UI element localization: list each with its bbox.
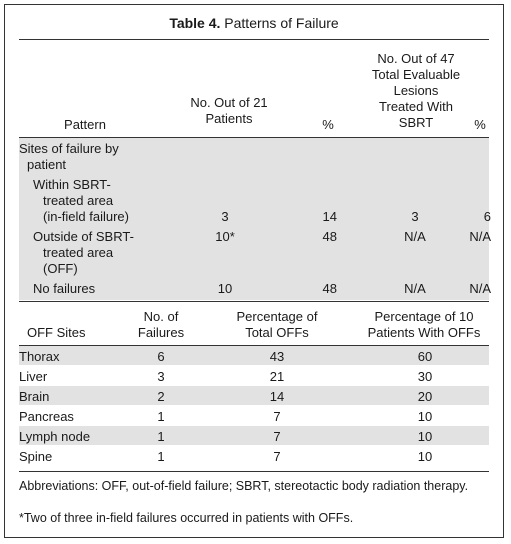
- footnote-abbreviations: Abbreviations: OFF, out-of-field failure; SBRT, stereotactic body radiation therapy.: [19, 479, 469, 493]
- site-thorax: Thorax: [19, 349, 60, 364]
- site-spine-pct-patients: 10: [417, 449, 433, 464]
- header-total-line1: Percentage of: [236, 309, 318, 324]
- row-off-label-line1: Outside of SBRT-: [33, 229, 134, 244]
- header-patients-off-line2: Patients With OFFs: [367, 325, 481, 340]
- header-lesions-line1: No. Out of 47: [377, 51, 455, 66]
- row-none-percent2: N/A: [469, 281, 491, 296]
- row-none-percent: 48: [322, 281, 337, 296]
- site-brain: Brain: [19, 389, 50, 404]
- site-lymph-node-pct-patients: 10: [417, 429, 433, 444]
- site-spine-pct-total: 7: [273, 449, 281, 464]
- table-title: [5, 15, 503, 31]
- row-off-lesions: N/A: [404, 229, 426, 244]
- header-total-line2: Total OFFs: [245, 325, 309, 340]
- site-brain-pct-total: 14: [269, 389, 285, 404]
- site-brain-failures: 2: [157, 389, 165, 404]
- row-none-label: No failures: [33, 281, 96, 296]
- row-infield-label-line3: (in-field failure): [43, 209, 129, 224]
- header-failures-line2: Failures: [137, 325, 185, 340]
- site-liver: Liver: [19, 369, 48, 384]
- table-number: Table 4.: [169, 15, 221, 31]
- table-caption: Patterns of Failure: [220, 15, 339, 31]
- site-lymph-node: Lymph node: [19, 429, 91, 444]
- site-thorax-pct-patients: 60: [417, 349, 433, 364]
- header-pattern: Pattern: [64, 117, 106, 132]
- site-thorax-pct-total: 43: [269, 349, 285, 364]
- section1-rule: [19, 301, 489, 302]
- site-lymph-node-failures: 1: [157, 429, 165, 444]
- row-off-percent2: N/A: [469, 229, 491, 244]
- site-liver-failures: 3: [157, 369, 165, 384]
- site-liver-pct-patients: 30: [417, 369, 433, 384]
- row-infield-patients: 3: [221, 209, 229, 224]
- header-percent: %: [322, 117, 334, 132]
- row-infield-percent: 14: [322, 209, 337, 224]
- row-off-patients: 10*: [215, 229, 235, 244]
- row-off-label-line3: (OFF): [43, 261, 78, 276]
- header-percent-2: %: [474, 117, 486, 132]
- table-frame: [4, 4, 504, 538]
- header-patients-off-line1: Percentage of 10: [374, 309, 474, 324]
- header-lesions-line2: Total Evaluable: [371, 67, 461, 82]
- row-off-label-line2: treated area: [43, 245, 114, 260]
- row-none-patients: 10: [217, 281, 233, 296]
- site-pancreas-pct-total: 7: [273, 409, 281, 424]
- row-infield-lesions: 3: [411, 209, 419, 224]
- site-pancreas: Pancreas: [19, 409, 74, 424]
- header-off-sites: OFF Sites: [27, 325, 86, 340]
- site-spine-failures: 1: [157, 449, 165, 464]
- row-infield-label-line1: Within SBRT-: [33, 177, 111, 192]
- site-thorax-failures: 6: [157, 349, 165, 364]
- site-pancreas-failures: 1: [157, 409, 165, 424]
- row-none-lesions: N/A: [404, 281, 426, 296]
- section1-label-line2: patient: [27, 157, 67, 172]
- site-spine: Spine: [19, 449, 53, 464]
- header-lesions-line3: Lesions: [393, 83, 439, 98]
- section1-label-line1: Sites of failure by: [19, 141, 119, 156]
- table-bottom-rule: [19, 471, 489, 472]
- row-infield-percent2: 6: [483, 209, 491, 224]
- header-failures-line1: No. of: [143, 309, 179, 324]
- row-off-percent: 48: [322, 229, 337, 244]
- site-brain-pct-patients: 20: [417, 389, 433, 404]
- header-patients-line1: No. Out of 21: [190, 95, 268, 110]
- header-patients-line2: Patients: [205, 111, 253, 126]
- site-pancreas-pct-patients: 10: [417, 409, 433, 424]
- title-rule: [19, 39, 489, 40]
- row-infield-label-line2: treated area: [43, 193, 114, 208]
- header-lesions-line4: Treated With: [379, 99, 453, 114]
- site-liver-pct-total: 21: [269, 369, 285, 384]
- footnote-infield: *Two of three in-field failures occurred in patients with OFFs.: [19, 511, 354, 525]
- site-lymph-node-pct-total: 7: [273, 429, 281, 444]
- header-lesions-line5: SBRT: [398, 115, 434, 130]
